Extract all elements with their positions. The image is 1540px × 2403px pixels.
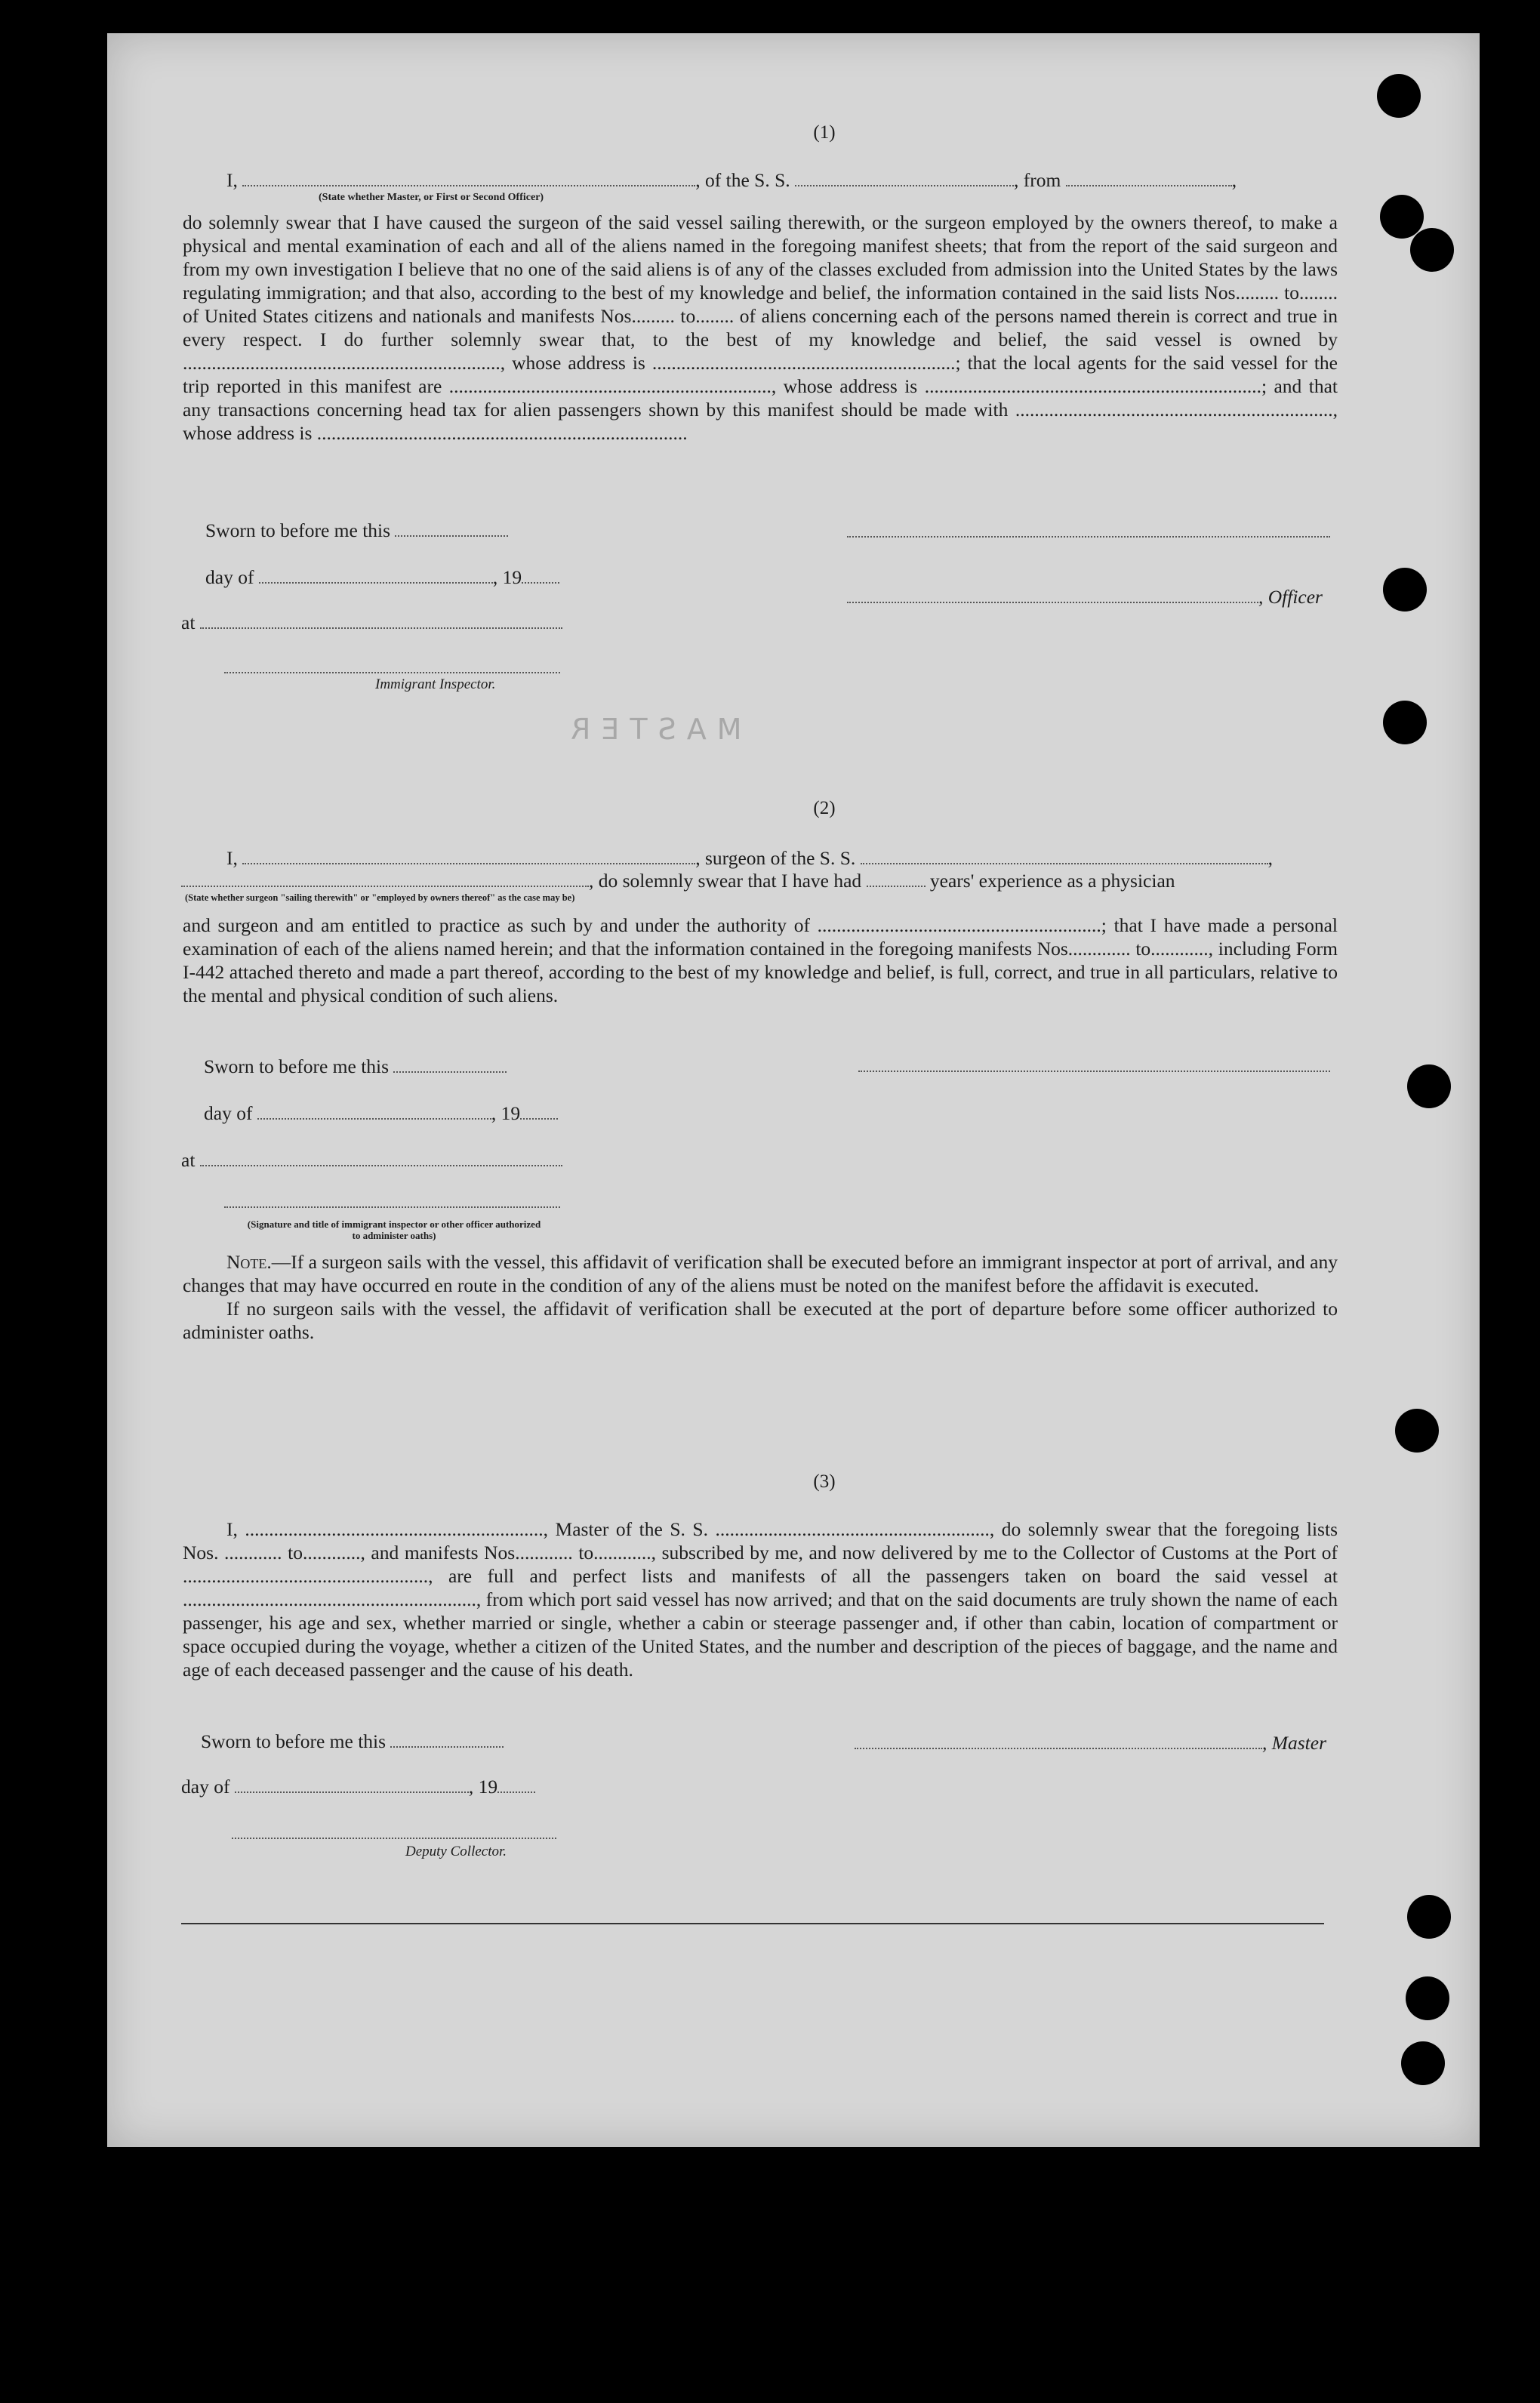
punch-hole [1410,228,1454,272]
section-1-line1: I, , of the S. S. , from , [226,169,1237,191]
officer-signature-line[interactable] [847,602,1258,603]
year-field-1[interactable] [522,582,559,584]
section-1-body: do solemnly swear that I have caused the surgeon of the said vessel sailing therewith, or the surgeon employed by the owners thereof, to make a physical and mental examination of each and all of the aliens named in the foregoing manifest sheets; that from the report of the said surgeon and from my own investigation I believe that no one of the said aliens is of any of the classes excluded from admission into the United States by the laws regulating immigration; and that also, according to the best of my knowledge and belief, the information contained in the said lists Nos......... to........ of United States citizens and nationals and manifests Nos......... to........ of aliens concerning each of the persons named therein is correct and true in every respect. I do further solemnly swear that, to the best of my knowledge and belief, the said vessel is owned by .................................................................., whose address is ...............................................................; that the local agents for the said vessel for the trip reported in this manifest are ..................................................................., whose address is ......................................................................; and that any transactions concerning head tax for alien passengers shown by this manifest should be made with .................................................................., whose address is ............................................................................. [183,211,1338,444]
surgeon-vessel-field[interactable] [861,863,1268,864]
section-2-line1: I, , surgeon of the S. S. , [226,847,1274,869]
collector-caption: Deputy Collector. [405,1844,507,1859]
vessel-name-field[interactable] [795,185,1014,186]
punch-hole [1383,568,1427,612]
section-2-number: (2) [813,798,836,818]
from-port-field[interactable] [1066,185,1232,186]
sworn-date-field-2[interactable] [393,1071,507,1073]
punch-hole [1383,701,1427,744]
day-field-3[interactable] [235,1791,469,1793]
inspector-caption: Immigrant Inspector. [375,676,496,692]
section-3-sworn: Sworn to before me this [201,1730,504,1753]
day-field-1[interactable] [259,582,493,584]
punch-hole [1407,1064,1451,1108]
inspector-signature-line[interactable] [224,672,560,673]
section-3-body: I, .............................................................., Master of the S. S. ........................................................., do solemnly swear that the foregoing lists Nos. ............ to............, and manifests Nos............ to............, subscribed by me, and now delivered by me to the Collector of Customs at the Port of ..................................................., are full and perfect lists and manifests of all the passengers taken on board the said vessel at ............................................................., from which port said vessel has now arrived; and that on the said documents are truly shown the name of each passenger, his age and sex, whether married or single, whether a cabin or steerage passenger and, if other than cabin, location of compartment or space occupied during the voyage, whether a citizen of the United States, and the number and description of the pieces of baggage, and the name and age of each deceased passenger and the cause of his death. [183,1518,1338,1681]
sworn-date-field-3[interactable] [390,1746,504,1748]
section-1-caption: (State whether Master, or First or Second Officer) [319,192,544,203]
master-signature: , Master [855,1732,1326,1754]
section-2-body: and surgeon and am entitled to practice as such by and under the authority of ...........................................................; that I have made a personal examination of each of the aliens named herein; and that the information contained in the foregoing manifests Nos............. to............, including Form I-442 attached thereto and made a part thereof, according to the best of my knowledge and belief, is full, correct, and true in all particulars, relative to the mental and physical condition of such aliens. [183,914,1338,1006]
authorized-officer-signature-line[interactable] [224,1206,560,1208]
year-field-2[interactable] [520,1118,558,1120]
punch-hole [1380,195,1424,239]
punch-hole [1377,74,1421,118]
section-3-number: (3) [813,1471,836,1492]
surgeon-name-field[interactable] [242,863,695,864]
section-2-at: at [181,1149,562,1172]
section-2-day: day of , 19 [204,1102,558,1125]
section-1-sworn: Sworn to before me this [205,519,508,542]
sworn-date-field-1[interactable] [395,535,508,537]
signature-line-1[interactable] [847,536,1330,538]
collector-signature-line[interactable] [232,1838,556,1839]
section-1-number: (1) [813,122,836,143]
section-2-caption: (State whether surgeon "sailing therewith" or "employed by owners thereof" as the case may be) [185,892,575,903]
signature-caption: (Signature and title of immigrant inspector or other officer authorized to administer oaths) [247,1218,541,1241]
officer-rank-field[interactable] [242,185,695,186]
years-experience-field[interactable] [867,886,926,887]
section-2-sworn: Sworn to before me this [204,1055,507,1078]
section-1-at: at [181,612,562,634]
officer-signature: , Officer [847,586,1323,608]
section-1-day: day of , 19 [205,566,559,589]
punch-hole [1401,2041,1445,2085]
master-signature-line[interactable] [855,1748,1262,1749]
year-field-3[interactable] [497,1791,535,1793]
punch-hole [1406,1976,1449,2020]
signature-line-2[interactable] [858,1071,1330,1072]
day-field-2[interactable] [257,1118,491,1120]
manifest-page [107,33,1480,2147]
section-2-line2: , do solemnly swear that I have had years' experience as a physician [181,870,1175,892]
punch-hole [1407,1895,1451,1939]
at-place-field-1[interactable] [200,627,562,629]
section-3-day: day of , 19 [181,1776,535,1798]
punch-hole [1395,1409,1439,1453]
bottom-rule [181,1923,1324,1924]
note-label: Note. [226,1251,272,1273]
note-2: If no surgeon sails with the vessel, the affidavit of verification shall be executed at the port of departure before some officer authorized to administer oaths. [183,1298,1338,1343]
at-place-field-2[interactable] [200,1165,562,1166]
section-2-notes [183,1250,1338,1344]
master-stamp: MASTER [560,713,742,746]
note-1: —If a surgeon sails with the vessel, this affidavit of verification shall be executed before an immigrant inspector at port of arrival, and any changes that may have occurred en route in the condition of any of the aliens must be noted on the manifest before the affidavit is executed. [183,1251,1338,1296]
surgeon-status-field[interactable] [181,886,589,887]
